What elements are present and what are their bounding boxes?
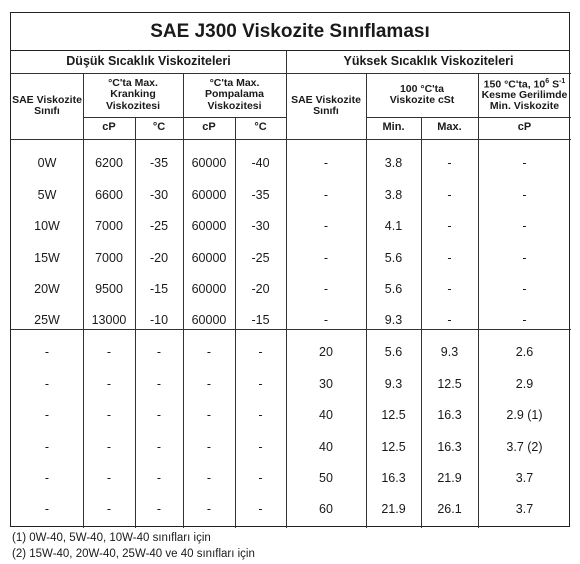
hths-cp-cell: - [522, 219, 527, 234]
sae-class-high-cell: - [323, 219, 329, 234]
cranking-cp-cell: - [106, 408, 112, 423]
cranking-temp-cell: - [156, 345, 162, 360]
footnote-2: (2) 15W-40, 20W-40, 25W-40 ve 40 sınıfları için [12, 548, 255, 560]
pumping-cp-cell: - [206, 408, 212, 423]
cranking-cp-cell: 9500 [95, 282, 123, 297]
kin-min-cell: 5.6 [384, 250, 403, 265]
sae-class-cell: - [44, 439, 50, 454]
cranking-cp-cell: - [106, 345, 112, 360]
kin-max-cell: - [447, 187, 452, 202]
cranking-cp-cell: - [106, 471, 112, 486]
kin-max-cell: 12.5 [437, 376, 462, 391]
sae-class-high-cell: 30 [319, 376, 333, 391]
cranking-temp-cell: -15 [149, 282, 169, 297]
kin-min-subheader: Min. [382, 121, 405, 134]
footnote-1: (1) 0W-40, 5W-40, 10W-40 sınıfları için [12, 532, 211, 544]
sae-class-high-cell: 20 [319, 345, 333, 360]
hths-cp-cell: - [522, 156, 527, 171]
kin-min-cell: 5.6 [384, 282, 403, 297]
hths-cp-cell: 2.6 [515, 345, 534, 360]
hths-cp-cell: - [522, 282, 527, 297]
low-temp-group-header: Düşük Sıcaklık Viskoziteleri [66, 54, 231, 69]
cranking-cp-cell: 6200 [95, 156, 123, 171]
sae-class-high-cell: 40 [319, 408, 333, 423]
hths-cp-cell: 2.9 (1) [506, 408, 543, 423]
pumping-cp-cell: - [206, 439, 212, 454]
kin-min-cell: 21.9 [381, 502, 406, 517]
sae-class-high-cell: 50 [319, 471, 333, 486]
pumping-cp-cell: 60000 [191, 156, 227, 171]
sae-class-cell: - [44, 345, 50, 360]
hths-cp-subheader: cP [517, 121, 532, 134]
sae-class-cell: 5W [37, 187, 57, 202]
sae-class-high-cell: - [323, 187, 329, 202]
sae-class-high-cell: - [323, 250, 329, 265]
cranking-temp-cell: -10 [149, 313, 169, 328]
cranking-temp-cell: -35 [149, 156, 169, 171]
kinematic-viscosity-header: 100 °C'ta Viskozite cSt [389, 82, 455, 106]
pumping-cp-cell: 60000 [191, 250, 227, 265]
pumping-cp-cell: 60000 [191, 219, 227, 234]
cranking-cp-cell: 7000 [95, 219, 123, 234]
pumping-temp-cell: - [258, 439, 263, 454]
hths-cp-cell: 3.7 (2) [506, 439, 543, 454]
pumping-temp-cell: -30 [251, 219, 270, 234]
sae-class-cell: - [44, 408, 50, 423]
hths-cp-cell: - [522, 313, 527, 328]
hths-cp-cell: 3.7 [515, 502, 534, 517]
cranking-cp-cell: - [106, 502, 112, 517]
cranking-cp-cell: 6600 [95, 187, 123, 202]
cranking-header: °C'ta Max. Kranking Viskozitesi [105, 77, 161, 112]
pumping-temp-cell: - [258, 471, 263, 486]
viscosity-table [10, 12, 570, 527]
hths-cp-cell: 3.7 [515, 471, 534, 486]
pumping-header: °C'ta Max. Pompalama Viskozitesi [205, 77, 264, 112]
pumping-temp-cell: - [258, 502, 263, 517]
cranking-cp-cell: - [106, 439, 112, 454]
kin-max-cell: - [447, 313, 452, 328]
kin-max-cell: 16.3 [437, 439, 462, 454]
sae-class-cell: - [44, 376, 50, 391]
footnotes [12, 530, 255, 562]
hths-cp-cell: - [522, 187, 527, 202]
kin-max-cell: - [447, 156, 452, 171]
pumping-temp-subheader: °C [254, 121, 267, 134]
pumping-cp-cell: 60000 [191, 187, 227, 202]
pumping-temp-cell: - [258, 345, 263, 360]
pumping-cp-cell: 60000 [191, 313, 227, 328]
sae-class-cell: 0W [37, 156, 57, 171]
high-temp-group-header: Yüksek Sıcaklık Viskoziteleri [343, 54, 514, 69]
pumping-cp-cell: - [206, 502, 212, 517]
kin-min-cell: 9.3 [384, 376, 403, 391]
sae-class-header-left: SAE Viskozite Sınıfı [12, 93, 82, 117]
sae-class-high-cell: 40 [319, 439, 333, 454]
cranking-temp-cell: - [156, 376, 162, 391]
kin-min-cell: 12.5 [381, 408, 406, 423]
pumping-temp-cell: -15 [251, 313, 270, 328]
sae-class-cell: 10W [34, 219, 60, 234]
cranking-temp-cell: - [156, 502, 162, 517]
sae-class-cell: 20W [34, 282, 60, 297]
hths-cp-cell: 2.9 [515, 376, 534, 391]
hths-header: 150 °C'ta, $10^6$ $S^{-1}$ Kesme Gerilimde Min. Viskozite [481, 77, 568, 113]
pumping-temp-cell: -20 [251, 282, 270, 297]
kin-max-cell: 21.9 [437, 471, 462, 486]
cranking-temp-cell: -25 [149, 219, 169, 234]
sae-class-high-cell: - [323, 313, 329, 328]
pumping-temp-cell: -40 [251, 156, 270, 171]
kin-max-cell: 26.1 [437, 502, 462, 517]
cranking-temp-cell: -20 [149, 250, 169, 265]
kin-max-subheader: Max. [437, 121, 462, 134]
cranking-temp-cell: -30 [149, 187, 169, 202]
sae-class-header-right: SAE Viskozite Sınıfı [291, 93, 361, 117]
pumping-cp-subheader: cP [202, 121, 216, 134]
kin-min-cell: 3.8 [384, 187, 403, 202]
pumping-temp-cell: - [258, 408, 263, 423]
cranking-cp-subheader: cP [102, 121, 116, 134]
kin-max-cell: - [447, 219, 452, 234]
cranking-cp-cell: 7000 [95, 250, 123, 265]
kin-min-cell: 16.3 [381, 471, 406, 486]
pumping-temp-cell: -35 [251, 187, 270, 202]
cranking-cp-cell: 13000 [91, 313, 127, 328]
sae-class-cell: 25W [34, 313, 60, 328]
sae-class-high-cell: 60 [319, 502, 333, 517]
kin-max-cell: - [447, 282, 452, 297]
kin-max-cell: 16.3 [437, 408, 462, 423]
pumping-temp-cell: -25 [251, 250, 270, 265]
kin-max-cell: 9.3 [440, 345, 459, 360]
sae-class-cell: - [44, 471, 50, 486]
pumping-cp-cell: 60000 [191, 282, 227, 297]
kin-min-cell: 5.6 [384, 345, 403, 360]
pumping-cp-cell: - [206, 376, 212, 391]
kin-min-cell: 9.3 [384, 313, 403, 328]
cranking-temp-cell: - [156, 439, 162, 454]
cranking-temp-cell: - [156, 408, 162, 423]
sae-class-high-cell: - [323, 156, 329, 171]
kin-min-cell: 4.1 [384, 219, 403, 234]
table-title: SAE J300 Viskozite Sınıflaması [11, 13, 569, 51]
pumping-temp-cell: - [258, 376, 263, 391]
hths-cp-cell: - [522, 250, 527, 265]
pumping-cp-cell: - [206, 471, 212, 486]
kin-max-cell: - [447, 250, 452, 265]
kin-min-cell: 12.5 [381, 439, 406, 454]
kin-min-cell: 3.8 [384, 156, 403, 171]
cranking-temp-cell: - [156, 471, 162, 486]
cranking-temp-subheader: °C [152, 121, 166, 134]
pumping-cp-cell: - [206, 345, 212, 360]
sae-class-cell: - [44, 502, 50, 517]
cranking-cp-cell: - [106, 376, 112, 391]
sae-class-cell: 15W [34, 250, 60, 265]
sae-class-high-cell: - [323, 282, 329, 297]
